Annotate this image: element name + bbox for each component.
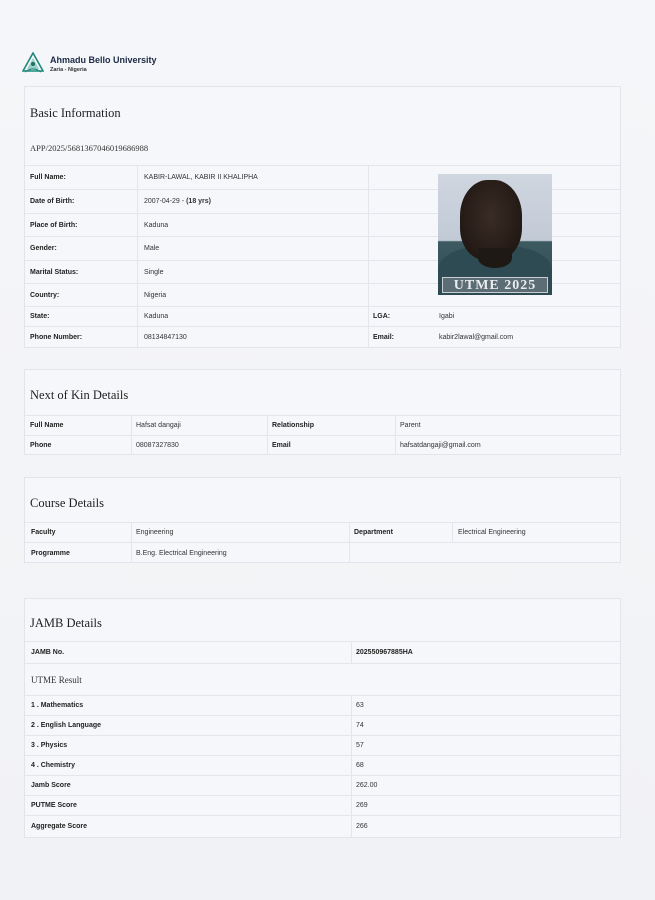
course-title: Course Details xyxy=(30,496,104,510)
kin-name-label: Full Name xyxy=(30,422,64,429)
abu-crest-icon xyxy=(22,52,44,74)
gender-value: Male xyxy=(144,245,160,252)
kin-row-2 xyxy=(25,435,620,455)
result-value: 68 xyxy=(356,762,364,769)
kin-phone-label: Phone xyxy=(30,442,52,449)
dob-age: (18 yrs) xyxy=(186,198,211,205)
phone-row xyxy=(25,326,620,347)
result-value: 269 xyxy=(356,802,368,809)
lga-label: LGA: xyxy=(373,313,391,320)
kin-email-value: hafsatdangaji@gmail.com xyxy=(400,442,481,449)
kin-row-1 xyxy=(25,415,620,435)
country-label: Country: xyxy=(30,291,60,299)
result-label: 2 . English Language xyxy=(31,722,102,729)
result-value: 74 xyxy=(356,722,364,729)
result-value: 63 xyxy=(356,702,364,709)
department-value: Electrical Engineering xyxy=(458,529,526,536)
course-row-1 xyxy=(25,522,620,542)
result-row xyxy=(25,695,620,715)
kin-title: Next of Kin Details xyxy=(30,388,129,402)
department-label: Department xyxy=(354,529,393,536)
kin-phone-value: 08087327830 xyxy=(136,442,179,449)
full-name-value: KABIR-LAWAL, KABIR II KHALIPHA xyxy=(144,174,258,181)
kin-email-label: Email xyxy=(272,442,291,449)
result-label: 1 . Mathematics xyxy=(31,702,84,709)
faculty-value: Engineering xyxy=(136,529,174,536)
photo-caption: UTME 2025 xyxy=(442,277,548,293)
course-details-card xyxy=(24,477,621,563)
result-value: 266 xyxy=(356,823,368,830)
email-value: kabir2lawal@gmail.com xyxy=(439,333,514,341)
result-row xyxy=(25,735,620,755)
kin-name-value: Hafsat dangaji xyxy=(136,422,181,429)
dob-value: 2007-04-29 - xyxy=(144,198,185,205)
state-label: State: xyxy=(30,313,50,320)
utme-result-label: UTME Result xyxy=(31,674,82,685)
basic-info-card xyxy=(24,86,621,348)
result-row xyxy=(25,815,620,837)
pob-label: Place of Birth: xyxy=(30,221,78,229)
utme-result-row xyxy=(25,663,620,695)
result-row xyxy=(25,795,620,815)
state-row xyxy=(25,306,620,326)
faculty-label: Faculty xyxy=(31,529,56,536)
document-header xyxy=(22,52,157,74)
university-name: Ahmadu Bello University xyxy=(50,55,157,65)
result-row xyxy=(25,775,620,795)
programme-value: B.Eng. Electrical Engineering xyxy=(136,549,227,557)
next-of-kin-card xyxy=(24,369,621,455)
result-label: PUTME Score xyxy=(31,802,77,809)
dob-label: Date of Birth: xyxy=(30,198,75,205)
passport-photo xyxy=(438,174,552,295)
result-label: Aggregate Score xyxy=(31,823,88,830)
jamb-no-value: 202550967885HA xyxy=(356,649,413,656)
course-row-2 xyxy=(25,542,620,563)
application-number: APP/2025/5681367046019686988 xyxy=(30,143,149,153)
phone-label: Phone Number: xyxy=(30,333,83,341)
result-label: 3 . Physics xyxy=(31,742,68,749)
lga-value: Igabi xyxy=(439,313,455,320)
programme-label: Programme xyxy=(31,549,70,557)
jamb-title: JAMB Details xyxy=(30,616,102,630)
result-label: Jamb Score xyxy=(31,782,71,789)
state-value: Kaduna xyxy=(144,313,169,320)
jamb-no-row xyxy=(25,641,620,663)
kin-relationship-value: Parent xyxy=(400,422,421,429)
result-row xyxy=(25,755,620,775)
result-value: 262.00 xyxy=(356,782,378,789)
kin-relationship-label: Relationship xyxy=(272,422,315,429)
result-value: 57 xyxy=(356,742,364,749)
jamb-details-card xyxy=(24,598,621,838)
jamb-no-label: JAMB No. xyxy=(31,649,65,656)
basic-info-title: Basic Information xyxy=(30,106,121,120)
country-value: Nigeria xyxy=(144,291,167,299)
result-row xyxy=(25,715,620,735)
phone-value: 08134847130 xyxy=(144,333,187,341)
gender-label: Gender: xyxy=(30,245,57,252)
full-name-label: Full Name: xyxy=(30,174,66,181)
university-location: Zaria - Nigeria xyxy=(50,67,87,73)
marital-label: Marital Status: xyxy=(30,268,79,276)
email-label: Email: xyxy=(373,333,395,341)
result-label: 4 . Chemistry xyxy=(31,762,75,769)
marital-value: Single xyxy=(144,268,164,276)
pob-value: Kaduna xyxy=(144,221,169,229)
